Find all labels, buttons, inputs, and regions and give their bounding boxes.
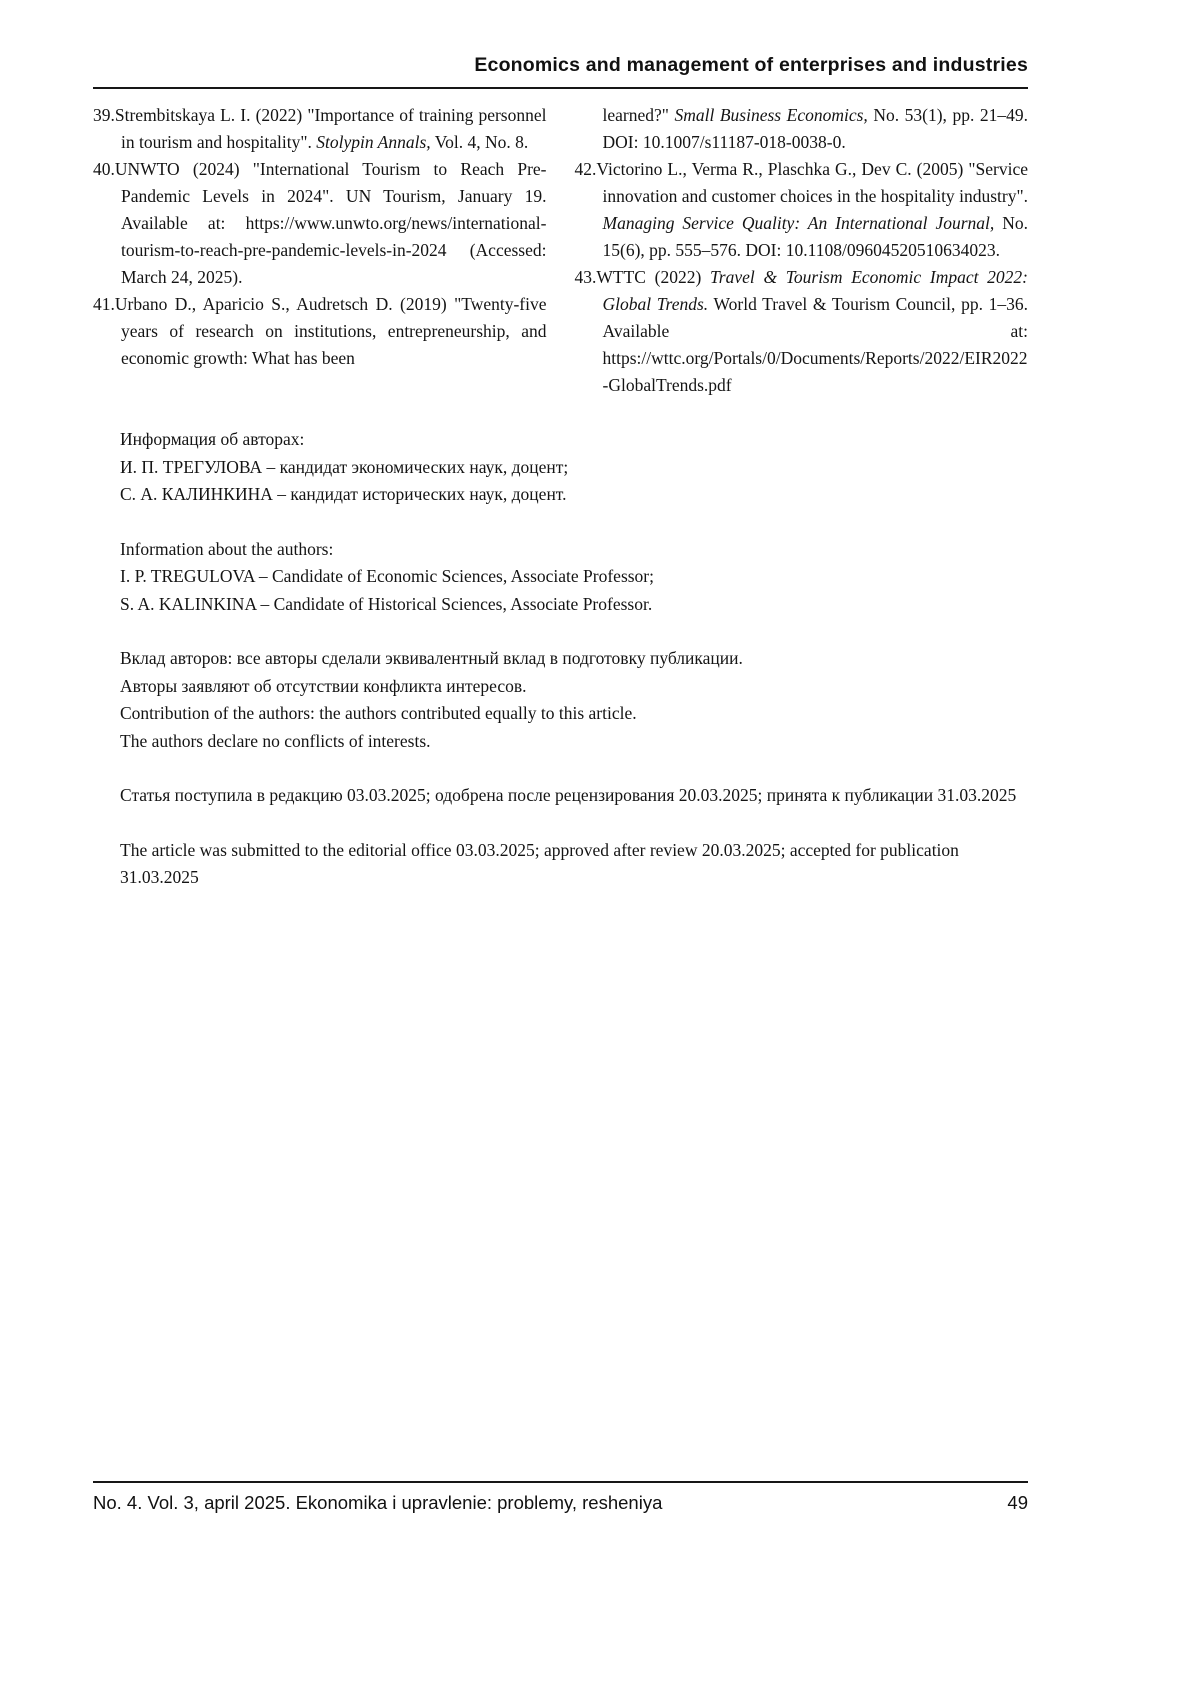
author-ru-line-2: С. А. КАЛИНКИНА – кандидат исторических наук, доцент.: [120, 484, 567, 504]
page-footer: [93, 1481, 1028, 1514]
reference-number: 39.: [93, 105, 115, 125]
reference-source-italic: Travel & Tourism Economic Impact 2022: Global Trends.: [602, 267, 1029, 314]
references-section: [93, 102, 1028, 399]
reference-source-italic: Small Business Economics,: [674, 105, 868, 125]
reference-item: [93, 156, 547, 291]
reference-number: 40.: [93, 159, 115, 179]
reference-text: Vol. 4, No. 8.: [430, 132, 529, 152]
author-en-line-1: I. P. TREGULOVA – Candidate of Economic Sciences, Associate Professor;: [120, 566, 654, 586]
reference-item: [93, 291, 547, 372]
reference-source-italic: Managing Service Quality: An International Journal,: [602, 213, 995, 233]
reference-text: No. 15(6), pp. 555–576. DOI: 10.1108/09604520510634023.: [602, 213, 1029, 260]
submission-note-ru: Статья поступила в редакцию 03.03.2025; одобрена после рецензирования 20.03.2025; принята к публикации 31.03.2025: [120, 785, 1017, 805]
reference-text: UNWTO (2024) "International Tourism to Reach Pre-Pandemic Levels in 2024". UN Tourism, January 19. Available at: https://www.unwto.org/news/international-tourism-to-reach-pre-pandemic-levels-in-2024 (Accessed: March 24, 2025).: [114, 159, 547, 287]
reference-number: 41.: [93, 294, 115, 314]
reference-item: [575, 264, 1029, 399]
contribution-en-line-2: The authors declare no conflicts of interests.: [120, 730, 431, 751]
reference-item: [575, 156, 1029, 264]
reference-text: Urbano D., Aparicio S., Audretsch D. (2019) "Twenty-five years of research on institutions, entrepreneurship, and economic growth: What has been: [114, 294, 547, 368]
reference-text: WTTC (2022): [596, 267, 711, 287]
reference-text: World Travel & Tourism Council, pp. 1–36. Available at: https://wttc.org/Portals/0/Documents/Reports/2022/EIR2022-GlobalTrends.pdf: [602, 294, 1028, 395]
authors-info-block: [120, 426, 1028, 892]
contribution-en-line-1: Contribution of the authors: the authors contributed equally to this article.: [120, 703, 637, 723]
author-ru-line-1: И. П. ТРЕГУЛОВА – кандидат экономических наук, доцент;: [120, 456, 569, 477]
references-column-right: [575, 102, 1029, 399]
author-en-line-2: S. A. KALINKINA – Candidate of Historical Sciences, Associate Professor.: [120, 593, 653, 614]
contribution-ru-line-2: Авторы заявляют об отсутствии конфликта интересов.: [120, 675, 527, 696]
header-rule: [93, 87, 1028, 89]
references-column-left: [93, 102, 547, 399]
contribution-ru-line-1: Вклад авторов: все авторы сделали эквивалентный вклад в подготовку публикации.: [120, 648, 743, 668]
reference-text: No. 53(1), pp. 21–49. DOI: 10.1007/s11187-018-0038-0.: [602, 105, 1029, 152]
footer-page-number: 49: [1007, 1492, 1028, 1513]
reference-text: Strembitskaya L. I. (2022) "Importance of training personnel in tourism and hospitality".: [114, 105, 547, 152]
running-head-title: Economics and management of enterprises and industries: [474, 54, 1028, 76]
footer-journal-line: No. 4. Vol. 3, april 2025. Ekonomika i upravlenie: problemy, resheniya: [93, 1492, 663, 1513]
reference-text: Victorino L., Verma R., Plaschka G., Dev C. (2005) "Service innovation and customer choices in the hospitality industry".: [596, 159, 1028, 206]
authors-info-en-heading: Information about the authors:: [120, 538, 334, 559]
reference-item: [93, 102, 547, 156]
reference-continuation: [575, 102, 1029, 156]
reference-number: 43.: [574, 267, 597, 287]
reference-text: learned?": [602, 105, 675, 125]
submission-note-en: The article was submitted to the editorial office 03.03.2025; approved after review 20.03.2025; accepted for publication 31.03.2025: [120, 839, 959, 887]
reference-source-italic: Stolypin Annals,: [316, 132, 431, 152]
authors-info-ru-heading: Информация об авторах:: [120, 429, 305, 449]
reference-number: 42.: [574, 159, 597, 179]
